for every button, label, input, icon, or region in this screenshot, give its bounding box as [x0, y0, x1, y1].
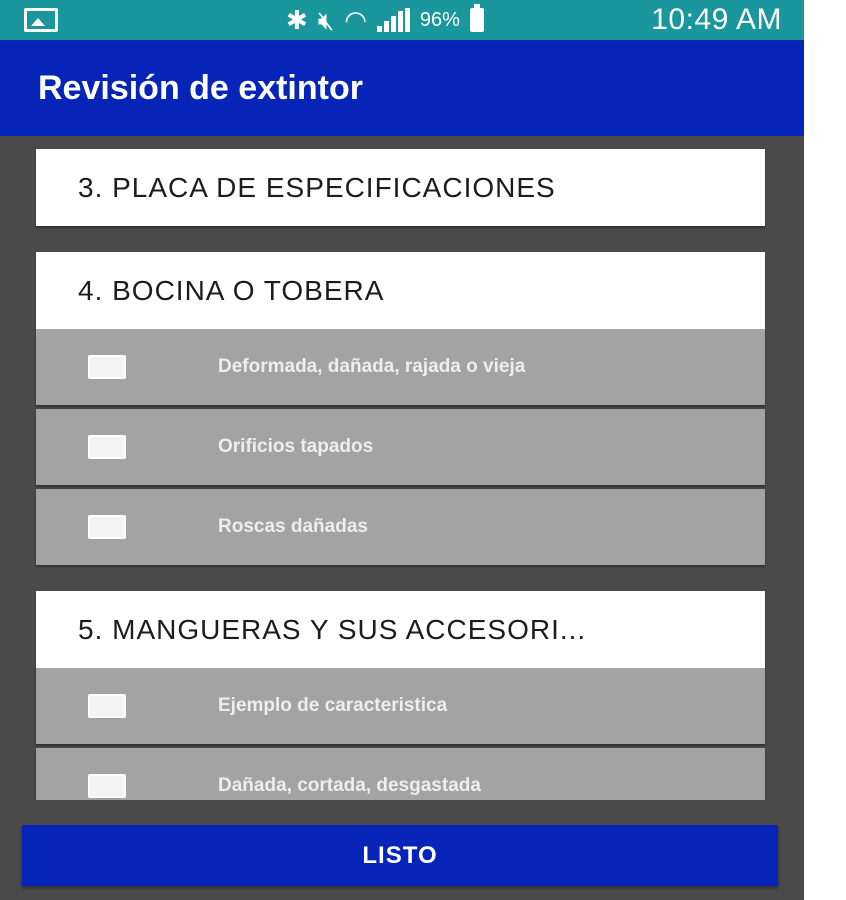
item-checkbox[interactable] [88, 774, 126, 798]
status-time: 10:49 AM [651, 3, 782, 36]
item-label: Dañada, cortada, desgastada [218, 775, 481, 796]
status-bar [0, 0, 804, 40]
section-header-bocina[interactable] [36, 252, 765, 329]
wifi-icon: ◠ [344, 5, 367, 35]
gallery-notification-icon [24, 8, 58, 32]
section-header-placa[interactable] [36, 149, 765, 226]
item-checkbox[interactable] [88, 515, 126, 539]
bottom-bar [0, 800, 804, 900]
signal-icon [377, 8, 410, 32]
checklist-item[interactable] [36, 329, 765, 405]
item-label: Ejemplo de caracteristica [218, 695, 448, 716]
checklist-item[interactable] [36, 409, 765, 485]
checklist-item[interactable] [36, 489, 765, 565]
checklist-item[interactable] [36, 668, 765, 744]
done-button[interactable]: LISTO [22, 825, 778, 886]
checklist-item[interactable] [36, 748, 765, 800]
status-icons [286, 5, 484, 35]
item-label: Roscas dañadas [218, 516, 368, 537]
item-label: Deformada, dañada, rajada o vieja [218, 356, 526, 377]
item-checkbox[interactable] [88, 435, 126, 459]
section-title: 4. BOCINA O TOBERA [78, 275, 385, 306]
inspection-list[interactable] [0, 136, 804, 800]
page-title: Revisión de extintor [38, 69, 363, 107]
item-checkbox[interactable] [88, 355, 126, 379]
item-label: Orificios tapados [218, 436, 374, 457]
item-checkbox[interactable] [88, 694, 126, 718]
bluetooth-icon: ✱ [286, 5, 308, 35]
app-bar [0, 40, 804, 136]
mute-icon: 🔇︎ [317, 5, 335, 35]
section-title: 3. PLACA DE ESPECIFICACIONES [78, 172, 556, 203]
section-header-mangueras[interactable] [36, 591, 765, 668]
battery-icon [470, 8, 484, 32]
battery-percent: 96% [419, 9, 460, 31]
section-title: 5. MANGUERAS Y SUS ACCESORI... [78, 614, 587, 645]
